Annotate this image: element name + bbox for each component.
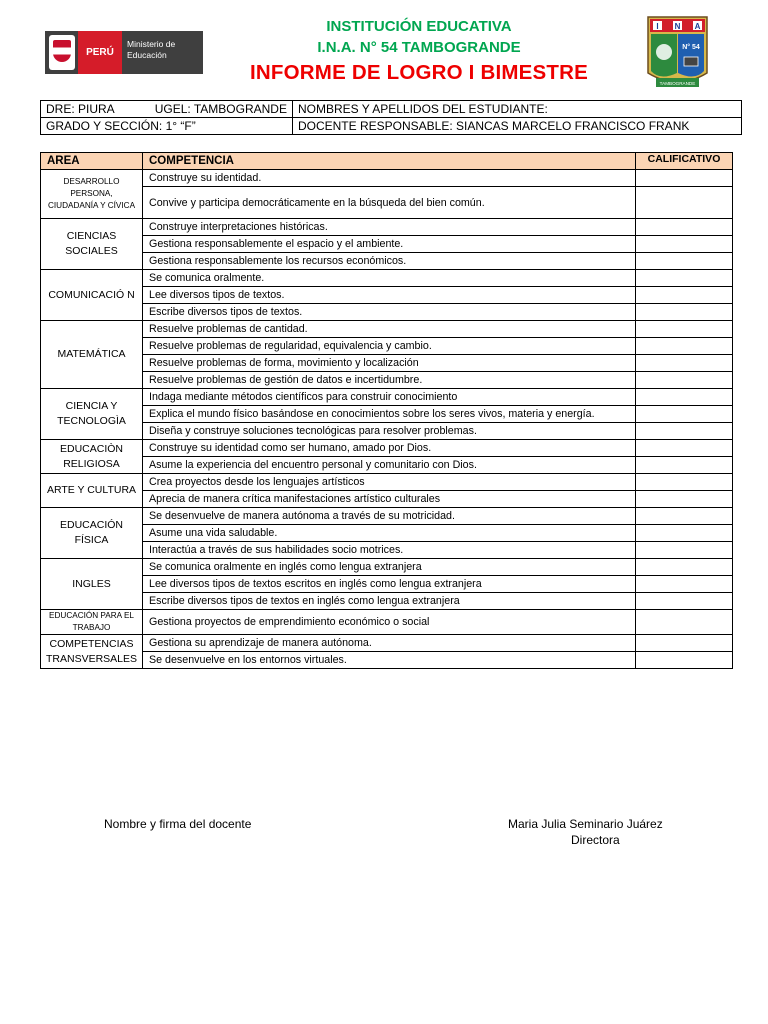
- calificativo-input-cell[interactable]: [636, 287, 733, 304]
- table-row: [41, 491, 733, 508]
- table-row: [41, 576, 733, 593]
- competencies-table: [40, 152, 733, 669]
- student-name-field: NOMBRES Y APELLIDOS DEL ESTUDIANTE:: [292, 101, 741, 118]
- calificativo-input-cell[interactable]: [636, 253, 733, 270]
- competencia-cell: Se desenvuelve de manera autónoma a través de su motricidad.: [143, 508, 636, 525]
- calificativo-input-cell[interactable]: [636, 423, 733, 440]
- competencia-cell: Gestiona responsablemente el espacio y el ambiente.: [143, 236, 636, 253]
- table-row: [41, 236, 733, 253]
- calificativo-input-cell[interactable]: [636, 304, 733, 321]
- calificativo-input-cell[interactable]: [636, 559, 733, 576]
- competencia-cell: Construye su identidad como ser humano, amado por Dios.: [143, 440, 636, 457]
- competencia-cell: Se comunica oralmente en inglés como lengua extranjera: [143, 559, 636, 576]
- teacher-signature-label: Nombre y firma del docente: [104, 817, 252, 831]
- table-row: [41, 338, 733, 355]
- competencia-cell: Resuelve problemas de regularidad, equivalencia y cambio.: [143, 338, 636, 355]
- crest-letter-1: I: [656, 22, 659, 31]
- table-row: [41, 287, 733, 304]
- calificativo-input-cell[interactable]: [636, 355, 733, 372]
- table-row: [41, 635, 733, 652]
- ugel-label: UGEL: TAMBOGRANDE: [154, 102, 287, 116]
- calificativo-input-cell[interactable]: [636, 338, 733, 355]
- calificativo-input-cell[interactable]: [636, 542, 733, 559]
- dre-ugel-cell: [41, 101, 293, 118]
- calificativo-input-cell[interactable]: [636, 406, 733, 423]
- area-cell: ARTE Y CULTURA: [41, 474, 143, 508]
- grade-section-field: GRADO Y SECCIÓN: 1° “F”: [41, 118, 293, 135]
- area-cell: EDUCACIÒN RELIGIOSA: [41, 440, 143, 474]
- school-name-line2: I.N.A. N° 54 TAMBOGRANDE: [317, 39, 521, 56]
- table-row: [41, 270, 733, 287]
- calificativo-input-cell[interactable]: [636, 652, 733, 669]
- director-name: Maria Julia Seminario Juárez: [508, 817, 663, 831]
- competencia-cell: Indaga mediante métodos científicos para construir conocimiento: [143, 389, 636, 406]
- calificativo-input-cell[interactable]: [636, 491, 733, 508]
- table-row: [41, 440, 733, 457]
- calificativo-input-cell[interactable]: [636, 610, 733, 635]
- competencia-header: COMPETENCIA: [143, 153, 636, 170]
- table-row: [41, 304, 733, 321]
- table-row: [41, 610, 733, 635]
- competencia-cell: Interactúa a través de sus habilidades socio motrices.: [143, 542, 636, 559]
- competencia-cell: Lee diversos tipos de textos escritos en inglés como lengua extranjera: [143, 576, 636, 593]
- competencia-cell: Asume la experiencia del encuentro personal y comunitario con Dios.: [143, 457, 636, 474]
- competencia-cell: Gestiona su aprendizaje de manera autónoma.: [143, 635, 636, 652]
- crest-letter-2: N: [674, 22, 681, 31]
- table-row: [41, 219, 733, 236]
- competencia-cell: Resuelve problemas de gestión de datos e incertidumbre.: [143, 372, 636, 389]
- table-row: [41, 389, 733, 406]
- table-row: [41, 372, 733, 389]
- logo-ministry-text: Ministerio de Educación: [127, 39, 176, 60]
- document-header: [0, 0, 768, 100]
- area-cell: COMPETENCIAS TRANSVERSALES: [41, 635, 143, 669]
- calificativo-input-cell[interactable]: [636, 576, 733, 593]
- table-row: [41, 508, 733, 525]
- table-row: [41, 187, 733, 219]
- school-crest-icon: [646, 15, 709, 90]
- calificativo-input-cell[interactable]: [636, 525, 733, 542]
- competencia-cell: Gestiona responsablemente los recursos económicos.: [143, 253, 636, 270]
- competencia-cell: Construye interpretaciones históricas.: [143, 219, 636, 236]
- table-row: [41, 593, 733, 610]
- competencia-cell: Aprecia de manera crítica manifestaciones artístico culturales: [143, 491, 636, 508]
- calificativo-input-cell[interactable]: [636, 508, 733, 525]
- calificativo-input-cell[interactable]: [636, 270, 733, 287]
- table-row: [41, 525, 733, 542]
- area-cell: EDUCACIÓN PARA EL TRABAJO: [41, 610, 143, 635]
- area-cell: MATEMÁTICA: [41, 321, 143, 389]
- table-row: [41, 652, 733, 669]
- calificativo-input-cell[interactable]: [636, 389, 733, 406]
- director-title: Directora: [571, 833, 620, 847]
- competencia-cell: Asume una vida saludable.: [143, 525, 636, 542]
- table-row: [41, 406, 733, 423]
- area-cell: INGLES: [41, 559, 143, 610]
- competencia-cell: Gestiona proyectos de emprendimiento económico o social: [143, 610, 636, 635]
- report-title: INFORME DE LOGRO I BIMESTRE: [250, 61, 588, 84]
- competencia-cell: Convive y participa democráticamente en la búsqueda del bien común.: [143, 187, 636, 219]
- calificativo-input-cell[interactable]: [636, 635, 733, 652]
- area-cell: COMUNICACIÓ N: [41, 270, 143, 321]
- table-row: [41, 474, 733, 491]
- calificativo-input-cell[interactable]: [636, 372, 733, 389]
- teacher-field: DOCENTE RESPONSABLE: SIANCAS MARCELO FRANCISCO FRANK: [292, 118, 741, 135]
- competencia-cell: Escribe diversos tipos de textos en inglés como lengua extranjera: [143, 593, 636, 610]
- calificativo-input-cell[interactable]: [636, 457, 733, 474]
- competencia-cell: Resuelve problemas de cantidad.: [143, 321, 636, 338]
- logo-peru-text: PERÚ: [78, 31, 122, 74]
- competencia-cell: Resuelve problemas de forma, movimiento y localización: [143, 355, 636, 372]
- calificativo-header: CALIFICATIVO: [636, 153, 733, 170]
- area-cell: DESARROLLO PERSONA, CIUDADANÍA Y CÍVICA: [41, 170, 143, 219]
- table-row: [41, 559, 733, 576]
- competencia-cell: Se desenvuelve en los entornos virtuales.: [143, 652, 636, 669]
- table-row: [41, 170, 733, 187]
- table-row: [41, 321, 733, 338]
- calificativo-input-cell[interactable]: [636, 219, 733, 236]
- area-cell: CIENCIA Y TECNOLOGÌA: [41, 389, 143, 440]
- competencia-cell: Se comunica oralmente.: [143, 270, 636, 287]
- competencia-cell: Explica el mundo físico basándose en conocimientos sobre los seres vivos, materia y energía.: [143, 406, 636, 423]
- table-row: [41, 355, 733, 372]
- area-cell: CIENCIAS SOCIALES: [41, 219, 143, 270]
- table-row: [41, 253, 733, 270]
- calificativo-input-cell[interactable]: [636, 440, 733, 457]
- calificativo-input-cell[interactable]: [636, 236, 733, 253]
- dre-label: DRE: PIURA: [46, 102, 115, 116]
- calificativo-input-cell[interactable]: [636, 321, 733, 338]
- school-name-line1: INSTITUCIÓN EDUCATIVA: [326, 18, 512, 35]
- crest-text: TAMBOGRANDE: [659, 81, 696, 86]
- competencia-cell: Diseña y construye soluciones tecnológicas para resolver problemas.: [143, 423, 636, 440]
- area-cell: EDUCACIÓN FÍSICA: [41, 508, 143, 559]
- competencia-cell: Crea proyectos desde los lenguajes artísticos: [143, 474, 636, 491]
- table-row: [41, 457, 733, 474]
- calificativo-input-cell[interactable]: [636, 187, 733, 219]
- calificativo-input-cell[interactable]: [636, 474, 733, 491]
- calificativo-input-cell[interactable]: [636, 170, 733, 187]
- competencia-cell: Construye su identidad.: [143, 170, 636, 187]
- competencia-cell: Lee diversos tipos de textos.: [143, 287, 636, 304]
- competencia-cell: Escribe diversos tipos de textos.: [143, 304, 636, 321]
- crest-number: N° 54: [682, 44, 700, 51]
- table-row: [41, 542, 733, 559]
- table-row: [41, 423, 733, 440]
- calificativo-input-cell[interactable]: [636, 593, 733, 610]
- area-header: AREA: [41, 153, 143, 170]
- crest-letter-3: A: [694, 22, 701, 31]
- student-info-table: [40, 100, 742, 135]
